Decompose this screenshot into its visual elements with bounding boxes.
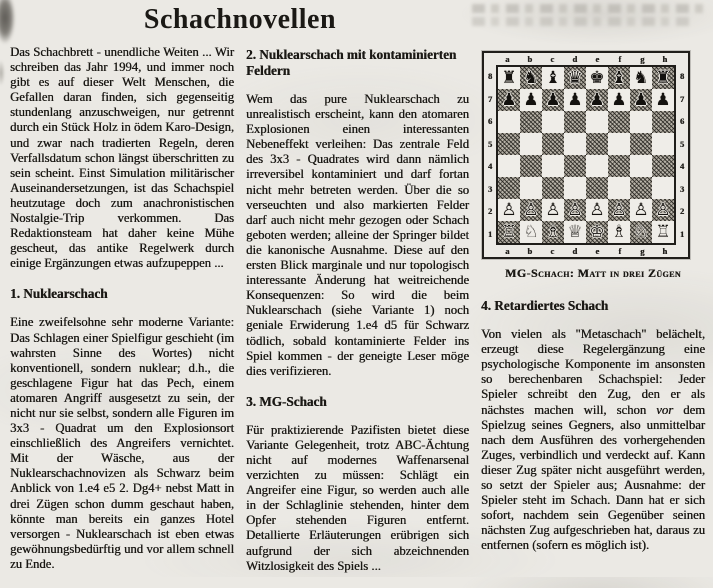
board-square [630, 89, 652, 111]
board-square [608, 199, 630, 221]
column-1 [10, 45, 234, 586]
board-square [520, 177, 542, 199]
board-square [564, 155, 586, 177]
board-square [564, 177, 586, 199]
board-square [630, 155, 652, 177]
column-2 [246, 45, 469, 588]
file-label: d [572, 54, 578, 64]
chess-piece-bp: ♟ [523, 90, 539, 110]
chess-piece-br: ♜ [655, 68, 671, 88]
board-square [608, 89, 630, 111]
board-square [586, 111, 608, 133]
section-4-heading: 4. Retardiertes Schach [481, 298, 609, 314]
chess-piece-wp: ♙ [611, 200, 627, 220]
chess-piece-bp: ♟ [589, 90, 605, 110]
rank-label: 8 [679, 71, 685, 81]
file-label: g [640, 54, 645, 64]
board-square [542, 221, 564, 243]
chess-piece-wp: ♙ [501, 200, 517, 220]
board-square [498, 111, 520, 133]
rank-label: 7 [679, 93, 685, 104]
board-square [542, 155, 564, 177]
rank-label: 3 [679, 183, 685, 194]
chess-piece-bn: ♞ [523, 68, 539, 88]
page-title: Schachnovellen [143, 4, 337, 35]
board-square [520, 155, 542, 177]
board-square [652, 67, 674, 89]
chess-piece-wn: ♘ [633, 222, 649, 242]
board-square [542, 89, 564, 111]
rank-label: 1 [679, 228, 685, 239]
file-label: c [550, 246, 555, 256]
chess-piece-bp: ♟ [567, 90, 583, 110]
column-3 [481, 45, 705, 568]
diagram-caption: MG-Schach: Matt in drei Zügen [505, 266, 681, 280]
chess-piece-wp: ♙ [633, 200, 649, 220]
section-4-text-pre: Von vielen als "Metaschach" belächelt, erzeugt diese Regelergänzung eine psychologische Komponente im ansonsten so berechenbaren Schachspiel: Jeder Spieler schreibt den Zug, den er als nächstes machen will, schon [481, 327, 705, 417]
file-label: d [572, 246, 578, 256]
rank-label: 8 [487, 71, 493, 81]
intro-paragraph: Das Schachbrett - unendliche Weiten ... Wir schreiben das Jahr 1994, und immer noch gibt es auf dieser Welt Menschen, die Gefallen daran finden, sich gegenseitig stundenlang anzuschweigen, nur getrennt durch ein Stück Holz in ödem Karo-Design, und zwar nach tradierten Regeln, deren Verfallsdatum schon längst überschritten zu sein scheint. Einst Simulation militärischer Auseinandersetzungen, ist das Schachspiel heutzutage doch zum anachronistischen Nostalgie-Trip verkommen. Das Redaktionsteam hat daher keine Mühe gescheut, das antike Regelwerk durch einige Ergänzungen etwas aufzupeppen ... [10, 45, 234, 271]
file-label: f [618, 54, 622, 64]
board-square [630, 67, 652, 89]
board-square [608, 155, 630, 177]
section-4-text-italic: vor [656, 402, 674, 417]
board-square [498, 155, 520, 177]
board-square [652, 133, 674, 155]
file-label: b [527, 54, 533, 64]
chess-piece-bk: ♚ [589, 68, 605, 88]
file-label: g [640, 246, 645, 256]
rank-label: 4 [487, 161, 493, 171]
board-square [542, 199, 564, 221]
board-square [652, 111, 674, 133]
board-square [520, 133, 542, 155]
board-square [630, 133, 652, 155]
chess-piece-bp: ♟ [611, 90, 627, 110]
board-square [542, 67, 564, 89]
board-square [586, 155, 608, 177]
chess-piece-bp: ♟ [501, 90, 517, 110]
section-3-paragraph: Für praktizierende Pazifisten bietet diese Variante Gelegenheit, trotz ABC-Ächtung nicht auf modernes Waffenarsenal verzichten zu müssen: Schlägt ein Angreifer eine Figur, so werden auch alle in der Schlaglinie stehenden, hinter dem Opfer stehenden Figuren entfernt. Detallierte Erläuterungen erübrigen sich aufgrund der sich abzeichnenden Witzlosigkeit des Spiels ... [246, 422, 469, 573]
chess-piece-wq: ♕ [567, 222, 583, 242]
board-square [564, 89, 586, 111]
chess-piece-wr: ♖ [655, 222, 671, 242]
board-square [630, 111, 652, 133]
board-square [608, 67, 630, 89]
board-square [564, 133, 586, 155]
board-square [542, 177, 564, 199]
board-square [586, 199, 608, 221]
board-square [652, 199, 674, 221]
board-square [652, 89, 674, 111]
section-3-heading: 3. MG-Schach [246, 393, 327, 409]
file-label: f [618, 246, 622, 256]
chessboard-frame [482, 51, 690, 259]
section-2-paragraph: Wem das pure Nuklearschach zu unrealistisch erscheint, kann den atomaren Explosionen einen interessanten Nebeneffekt verleihen: Das zentrale Feld des 3x3 - Quadrates wird dann nämlich irreversibel kontaminiert und darf fortan nicht mehr betreten werden. Über die so verseuchten und also markierten Felder darf auch nicht mehr gezogen oder Schach geboten werden; alleine der Springer bildet die kanonische Ausnahme. Diese auf den ersten Blick marginale und nur topologisch interessante Änderung hat weitreichende Konsequenzen: So wird die beim Nuklearschach (siehe Variante 1) noch geniale Erwiderung 1.e4 d5 für Schwarz tödlich, sobald kontaminierte Felder ins Spiel kommen - der geneigte Leser möge dies verifizieren. [246, 92, 469, 378]
section-2-heading: 2. Nuklearschach mit kontaminierten Feldern [246, 47, 457, 78]
board-square [520, 221, 542, 243]
rank-label: 5 [487, 138, 493, 149]
chess-piece-wr: ♖ [501, 222, 517, 242]
file-label: c [550, 54, 555, 64]
section-4-text-post: dem Spielzug seines Gegners, also unmittelbar nach dem Ausführen des vorhergehenden Zuges, verbindlich und verdeckt auf. Kann dieser Zug später nicht ausgeführt werden, so setzt der Spieler aus; Ausnahme: der Spieler steht im Schach. Dann hat er sich sofort, nachdem sein Gegenüber seinen nächsten Zug aufgeschrieben hat, daraus zu entfernen (sofern es möglich ist). [481, 402, 705, 553]
board-square [630, 177, 652, 199]
board-square [498, 221, 520, 243]
rank-labels-right [676, 65, 688, 245]
bleedthrough-text-noise [472, 4, 704, 13]
section-4-paragraph [481, 327, 705, 553]
section-1-heading: 1. Nuklearschach [10, 286, 108, 302]
board-square [520, 67, 542, 89]
rank-label: 4 [679, 161, 685, 171]
chess-piece-bb: ♝ [545, 68, 561, 88]
file-label: h [662, 246, 668, 256]
board-square [498, 177, 520, 199]
board-square [498, 67, 520, 89]
section-1-paragraph: Eine zweifelsohne sehr moderne Variante: Das Schlagen einer Spielfigur geschieht (im wahrsten Sinne des Wortes) nicht konventionell, sondern nuklear; d.h., die geschlagene Figur hat das Pech, einem atomaren Angriff ausgesetzt zu sein, der nicht nur sie selbst, sondern alle Figuren im 3x3 - Quadrat um den Explosionsort einschließlich des Angreifers vernichtet. Mit der Wäsche, aus der Nuklearschachnovizen als Schwarz beim Anblick von 1.e4 e5 2. Dg4+ nebst Matt in drei Zügen schon dumm geschaut haben, könnte man bereits ein ganzes Hotel versorgen - Nuklearschach ist eben etwas gewöhnungsbedürftig und vor allem schnell zu Ende. [10, 315, 234, 571]
board-square [652, 177, 674, 199]
chessboard [496, 65, 676, 245]
board-square [564, 111, 586, 133]
board-square [520, 199, 542, 221]
rank-label: 2 [679, 206, 685, 216]
board-square [498, 199, 520, 221]
chess-piece-wp: ♙ [523, 200, 539, 220]
board-square [630, 199, 652, 221]
board-square [542, 111, 564, 133]
rank-label: 2 [487, 206, 493, 216]
file-labels-bottom [496, 245, 676, 257]
chess-piece-wp: ♙ [589, 200, 605, 220]
board-square [608, 111, 630, 133]
board-square [586, 177, 608, 199]
chess-piece-bp: ♟ [545, 90, 561, 110]
chess-piece-bn: ♞ [633, 68, 649, 88]
chess-piece-bp: ♟ [633, 90, 649, 110]
rank-label: 7 [487, 93, 493, 104]
board-square [564, 221, 586, 243]
board-square [630, 221, 652, 243]
board-square [586, 89, 608, 111]
scan-smudge [0, 60, 5, 86]
board-square [542, 133, 564, 155]
board-square [586, 221, 608, 243]
file-label: a [505, 246, 510, 256]
rank-label: 1 [487, 228, 493, 239]
board-square [498, 89, 520, 111]
board-square [652, 221, 674, 243]
rank-label: 3 [487, 183, 493, 194]
chess-piece-wb: ♗ [545, 222, 561, 242]
file-label: b [527, 246, 533, 256]
file-label: h [662, 54, 668, 64]
board-square [564, 199, 586, 221]
file-label: a [505, 54, 510, 64]
board-square [586, 133, 608, 155]
board-square [608, 177, 630, 199]
chess-piece-wp: ♙ [545, 200, 561, 220]
board-square [498, 133, 520, 155]
chess-piece-wn: ♘ [523, 222, 539, 242]
board-square [608, 133, 630, 155]
bleedthrough-text-noise [472, 17, 694, 26]
chess-piece-wp: ♙ [567, 200, 583, 220]
chess-piece-wk: ♔ [589, 222, 605, 242]
board-square [586, 67, 608, 89]
board-square [608, 221, 630, 243]
file-label: e [595, 54, 600, 64]
board-square [652, 155, 674, 177]
board-square [520, 89, 542, 111]
rank-labels-left [484, 65, 496, 245]
rank-label: 5 [679, 138, 685, 149]
chess-piece-bq: ♛ [567, 68, 583, 88]
board-square [520, 111, 542, 133]
chess-piece-br: ♜ [501, 68, 517, 88]
chess-diagram [481, 51, 705, 281]
rank-label: 6 [679, 116, 685, 126]
file-label: e [595, 246, 600, 256]
rank-label: 6 [487, 116, 493, 126]
file-labels-top [496, 53, 676, 65]
board-square [564, 67, 586, 89]
chess-piece-bb: ♝ [611, 68, 627, 88]
chess-piece-wb: ♗ [611, 222, 627, 242]
chess-piece-wp: ♙ [655, 200, 671, 220]
chess-piece-bp: ♟ [655, 90, 671, 110]
